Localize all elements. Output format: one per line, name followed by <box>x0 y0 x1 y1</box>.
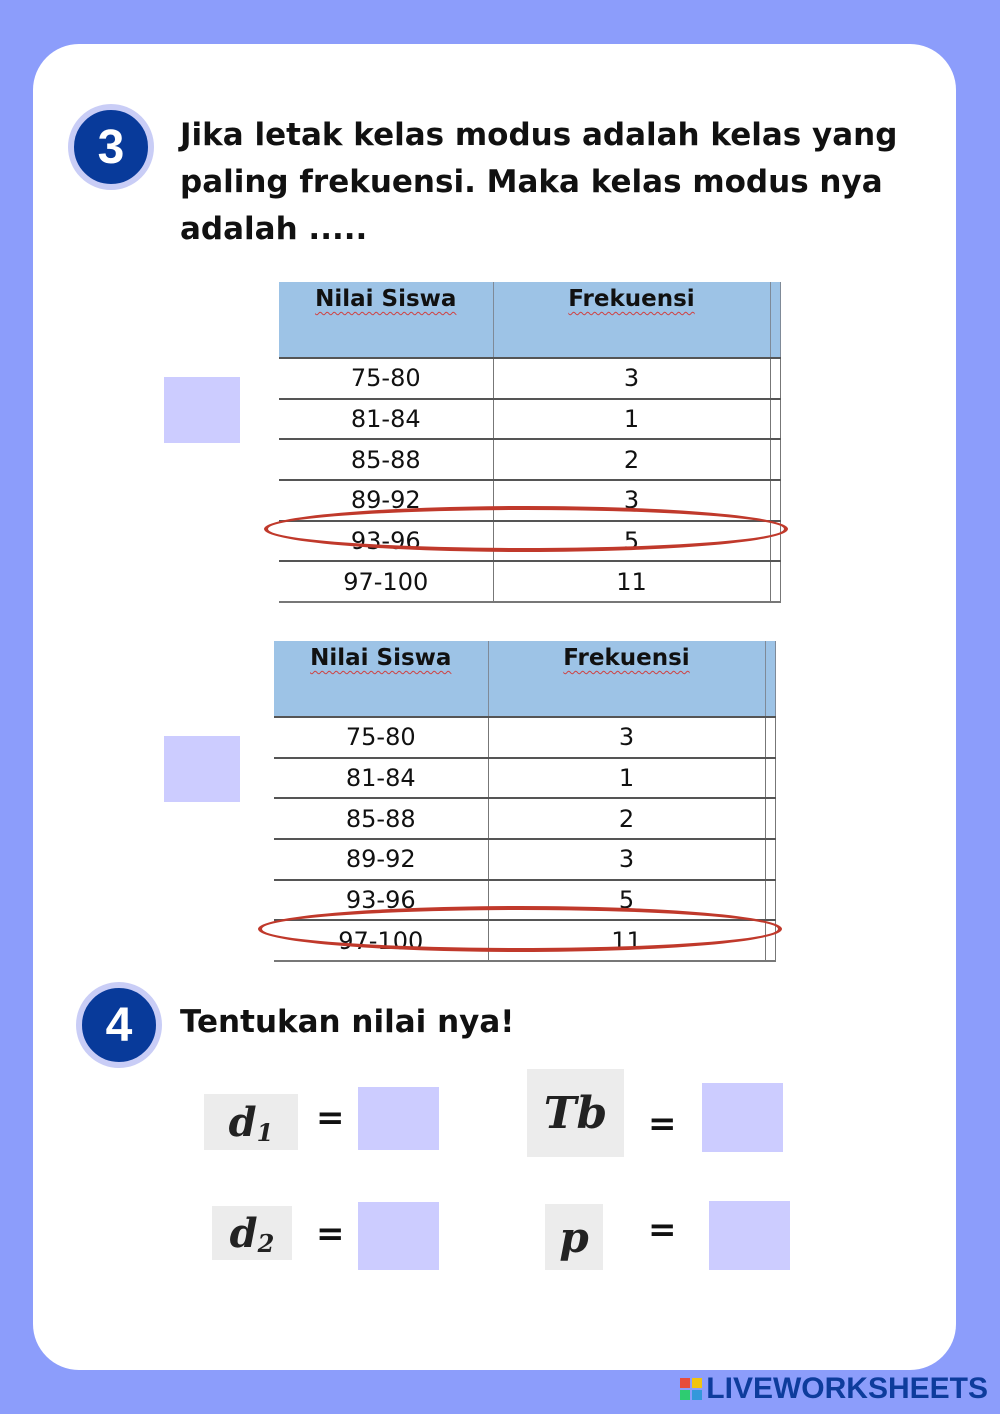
question-4-text: Tentukan nilai nya! <box>180 1004 515 1040</box>
option-a-answer-box[interactable] <box>164 377 240 443</box>
liveworksheets-logo <box>680 1372 988 1406</box>
question-3-number: 3 <box>97 120 125 174</box>
table-row: 93-96 5 <box>279 521 780 562</box>
table-header-frekuensi: Frekuensi <box>493 282 770 358</box>
table-row: 97-100 11 <box>274 920 775 961</box>
table-row: 81-84 1 <box>274 758 775 799</box>
d2-answer-box[interactable] <box>358 1202 439 1270</box>
equals-sign-tb: = <box>648 1104 677 1144</box>
brand-text: LIVEWORKSHEETS <box>706 1372 988 1405</box>
table-row: 93-96 5 <box>274 880 775 921</box>
question-3-line-3: adalah ..... <box>180 211 368 247</box>
question-3-text <box>180 112 897 253</box>
table-row: 85-88 2 <box>274 798 775 839</box>
tb-symbol: Tb <box>527 1069 624 1157</box>
tb-answer-box[interactable] <box>702 1083 783 1152</box>
table-header-nilai: Nilai Siswa <box>279 282 493 358</box>
equals-sign-d1: = <box>316 1098 345 1138</box>
table-row: 75-80 3 <box>274 717 775 758</box>
table-row: 85-88 2 <box>279 439 780 480</box>
table-header-frekuensi: Frekuensi <box>488 641 765 717</box>
p-symbol: p <box>545 1204 603 1270</box>
highlight-oval-97-100 <box>258 906 782 952</box>
p-answer-box[interactable] <box>709 1201 790 1270</box>
table-row: 89-92 3 <box>279 480 780 521</box>
question-3-line-1: Jika letak kelas modus adalah kelas yang <box>180 117 898 153</box>
table-row: 97-100 11 <box>279 561 780 602</box>
question-4-number: 4 <box>105 998 133 1052</box>
option-b-answer-box[interactable] <box>164 736 240 802</box>
highlight-oval-93-96 <box>264 506 788 552</box>
equals-sign-d2: = <box>316 1214 345 1254</box>
table-header-nilai: Nilai Siswa <box>274 641 488 717</box>
frequency-table-a <box>279 282 781 603</box>
question-3-line-2: paling frekuensi. Maka kelas modus nya <box>180 164 883 200</box>
table-row: 81-84 1 <box>279 399 780 440</box>
table-row: 75-80 3 <box>279 358 780 399</box>
question-3-badge <box>68 104 154 190</box>
equals-sign-p: = <box>648 1210 677 1250</box>
d2-symbol: d $_2$ <box>212 1206 292 1260</box>
table-header-extra <box>765 641 775 717</box>
liveworksheets-logo-icon <box>680 1378 702 1400</box>
table-row: 89-92 3 <box>274 839 775 880</box>
question-4-badge <box>76 982 162 1068</box>
table-header-extra <box>770 282 780 358</box>
d1-symbol: d $_1$ <box>204 1094 298 1150</box>
d1-answer-box[interactable] <box>358 1087 439 1150</box>
